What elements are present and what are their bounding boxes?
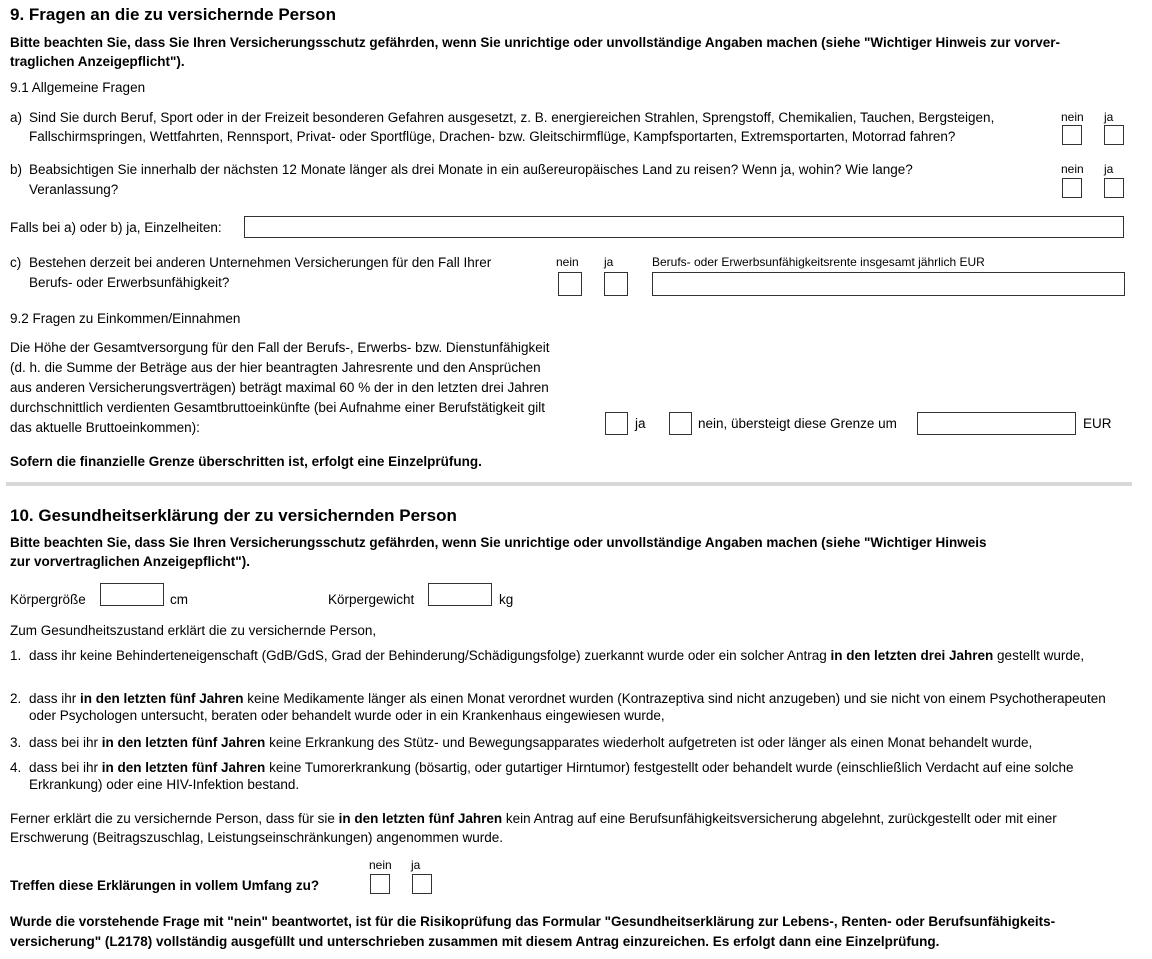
confirm-ja-label: ja xyxy=(411,858,421,872)
item-emphasis: in den letzten drei Jahren xyxy=(830,648,994,663)
income-ja-checkbox[interactable] xyxy=(605,412,628,435)
item-text: keine Tumorerkrankung (bösartig, oder gutartiger Hirntumor) festgestellt oder behandelt wurde (einschließlich Verdacht auf eine solche Erkrankung) oder eine HIV-Infektion bestand. xyxy=(29,760,1074,792)
rente-label: Berufs- oder Erwerbsunfähigkeitsrente insgesamt jährlich EUR xyxy=(652,255,985,269)
income-text-line-2: (d. h. die Summe der Beträge aus der hier beantragten Jahresrente und den Ansprüchen xyxy=(10,360,541,375)
question-b-nein-label: nein xyxy=(1061,162,1084,176)
declaration-item-2 xyxy=(10,690,1120,726)
paragraph-text: kein Antrag auf eine Berufsunfähigkeitsversicherung abgelehnt, zurückgestellt oder mit einer Erschwerung (Beitragszuschlag, Leistungseinschränkungen) angenommen wurde. xyxy=(10,811,1057,845)
question-b-nein-checkbox[interactable] xyxy=(1062,178,1082,198)
income-nein-checkbox[interactable] xyxy=(669,412,692,435)
question-a-line-1: Sind Sie durch Beruf, Sport oder in der Freizeit besonderen Gefahren ausgesetzt, z. B. energiereichen Strahlen, Sprengstoff, Chemikalien, Tauchen, Bergsteigen, xyxy=(29,110,995,125)
item-number: 4. xyxy=(10,760,22,775)
question-a-nein-label: nein xyxy=(1061,110,1084,124)
final-note-line-2: versicherung" (L2178) vollständig ausgefüllt und unterschrieben zusammen mit diesem Antrag einzureichen. Es erfolgt dann eine Einzelprüfung. xyxy=(10,934,940,949)
income-excess-input[interactable] xyxy=(917,412,1076,435)
section-10-warning-line-1: Bitte beachten Sie, dass Sie Ihren Versicherungsschutz gefährden, wenn Sie unrichtige oder unvollständige Angaben machen (siehe "Wichtiger Hinweis xyxy=(10,535,987,550)
item-emphasis: in den letzten fünf Jahren xyxy=(101,760,266,775)
confirm-nein-checkbox[interactable] xyxy=(370,874,390,894)
question-b-ja-label: ja xyxy=(1104,162,1114,176)
confirm-ja-checkbox[interactable] xyxy=(412,874,432,894)
question-c-ja-checkbox[interactable] xyxy=(604,272,628,296)
item-emphasis: in den letzten fünf Jahren xyxy=(101,735,266,750)
rente-input[interactable] xyxy=(652,272,1125,296)
section-10-warning-line-2: zur vorvertraglichen Anzeigepflicht"). xyxy=(10,554,250,569)
section-10-title: 10. Gesundheitserklärung der zu versichernden Person xyxy=(10,506,457,525)
item-text: dass ihr xyxy=(29,691,81,706)
final-note-line-1: Wurde die vorstehende Frage mit "nein" beantwortet, ist für die Risikoprüfung das Formular "Gesundheitserklärung zur Lebens-, Renten- oder Berufsunfähigkeits- xyxy=(10,914,1056,929)
question-c-nein-label: nein xyxy=(556,255,579,269)
item-emphasis: in den letzten fünf Jahren xyxy=(80,691,244,706)
item-text: dass ihr keine Behinderteneigenschaft (GdB/GdS, Grad der Behinderung/Schädigungsfolge) zuerkannt wurde oder ein solcher Antrag xyxy=(29,648,831,663)
confirm-question: Treffen diese Erklärungen in vollem Umfang zu? xyxy=(10,878,320,893)
income-eur-label: EUR xyxy=(1083,416,1112,431)
paragraph-emphasis: in den letzten fünf Jahren xyxy=(338,811,503,826)
height-label: Körpergröße xyxy=(10,592,86,607)
question-c-nein-checkbox[interactable] xyxy=(558,272,582,296)
weight-input[interactable] xyxy=(428,583,492,606)
weight-label: Körpergewicht xyxy=(328,592,415,607)
item-number: 3. xyxy=(10,735,22,750)
question-c-ja-label: ja xyxy=(604,255,614,269)
declaration-item-4 xyxy=(10,759,1120,795)
income-ja-label: ja xyxy=(635,416,646,431)
question-a-ja-label: ja xyxy=(1104,110,1114,124)
height-input[interactable] xyxy=(100,583,164,606)
question-a-line-2: Fallschirmspringen, Wettfahrten, Rennsport, Privat- oder Sportflüge, Drachen- bzw. Gleitschirmflüge, Kampfsportarten, Extremsportarten, Motorrad fahren? xyxy=(29,129,956,144)
subsection-9-1-title: 9.1 Allgemeine Fragen xyxy=(10,80,146,95)
question-b-line-1: Beabsichtigen Sie innerhalb der nächsten 12 Monate länger als drei Monate in ein außereuropäisches Land zu reisen? Wenn ja, wohin? Wie lange? xyxy=(29,162,913,177)
section-divider xyxy=(6,482,1132,486)
section-9-warning-line-1: Bitte beachten Sie, dass Sie Ihren Versicherungsschutz gefährden, wenn Sie unrichtige oder unvollständige Angaben machen (siehe "Wichtiger Hinweis zur vorver- xyxy=(10,35,1061,50)
income-text-line-5: das aktuelle Bruttoeinkommen): xyxy=(10,420,200,435)
income-nein-label: nein, übersteigt diese Grenze um xyxy=(698,416,897,431)
question-a-ja-checkbox[interactable] xyxy=(1104,125,1124,145)
item-number: 1. xyxy=(10,648,22,663)
question-c-line-2: Berufs- oder Erwerbsunfähigkeit? xyxy=(29,275,230,290)
income-text-line-1: Die Höhe der Gesamtversorgung für den Fall der Berufs-, Erwerbs- bzw. Dienstunfähigkeit xyxy=(10,340,550,355)
details-label: Falls bei a) oder b) ja, Einzelheiten: xyxy=(10,220,222,235)
height-unit: cm xyxy=(170,592,188,607)
item-text: dass bei ihr xyxy=(29,735,102,750)
question-b-line-2: Veranlassung? xyxy=(29,182,119,197)
weight-unit: kg xyxy=(499,592,514,607)
question-b-letter: b) xyxy=(10,162,23,177)
question-b-ja-checkbox[interactable] xyxy=(1104,178,1124,198)
item-text: dass bei ihr xyxy=(29,760,102,775)
declaration-item-1 xyxy=(10,647,1120,683)
question-a-nein-checkbox[interactable] xyxy=(1062,125,1082,145)
declaration-item-3 xyxy=(10,734,1120,752)
income-text-line-3: aus anderen Versicherungsverträgen) beträgt maximal 60 % der in den letzten drei Jahren xyxy=(10,380,549,395)
subsection-9-2-title: 9.2 Fragen zu Einkommen/Einnahmen xyxy=(10,311,241,326)
section-9-title: 9. Fragen an die zu versichernde Person xyxy=(10,5,336,24)
item-text: keine Medikamente länger als einen Monat verordnet wurden (Kontrazeptiva sind nicht anzugeben) und sie nicht von einem Psychotherapeuten oder Psychologen untersucht, beraten oder behandelt wurde oder in ein Krankenhaus eingewiesen wurde, xyxy=(29,691,1106,723)
item-text: gestellt wurde, xyxy=(993,648,1085,663)
health-intro: Zum Gesundheitszustand erklärt die zu versichernde Person, xyxy=(10,623,377,638)
item-text: keine Erkrankung des Stütz- und Bewegungsapparates wiederholt aufgetreten ist oder länger als einen Monat behandelt wurde, xyxy=(265,735,1033,750)
item-number: 2. xyxy=(10,691,22,706)
details-input[interactable] xyxy=(244,216,1124,238)
confirm-nein-label: nein xyxy=(369,858,392,872)
section-9-warning-line-2: traglichen Anzeigepflicht"). xyxy=(10,54,185,69)
income-text-line-4: durchschnittlich verdienten Gesamtbruttoeinkünfte (bei Aufnahme einer Berufstätigkeit gilt xyxy=(10,400,546,415)
question-c-line-1: Bestehen derzeit bei anderen Unternehmen Versicherungen für den Fall Ihrer xyxy=(29,255,492,270)
question-c-letter: c) xyxy=(10,255,22,270)
question-a-letter: a) xyxy=(10,110,23,125)
paragraph-text: Ferner erklärt die zu versichernde Person, dass für sie xyxy=(10,811,339,826)
ferner-paragraph xyxy=(10,809,1120,847)
einzelpruefung-note: Sofern die finanzielle Grenze überschritten ist, erfolgt eine Einzelprüfung. xyxy=(10,454,482,469)
